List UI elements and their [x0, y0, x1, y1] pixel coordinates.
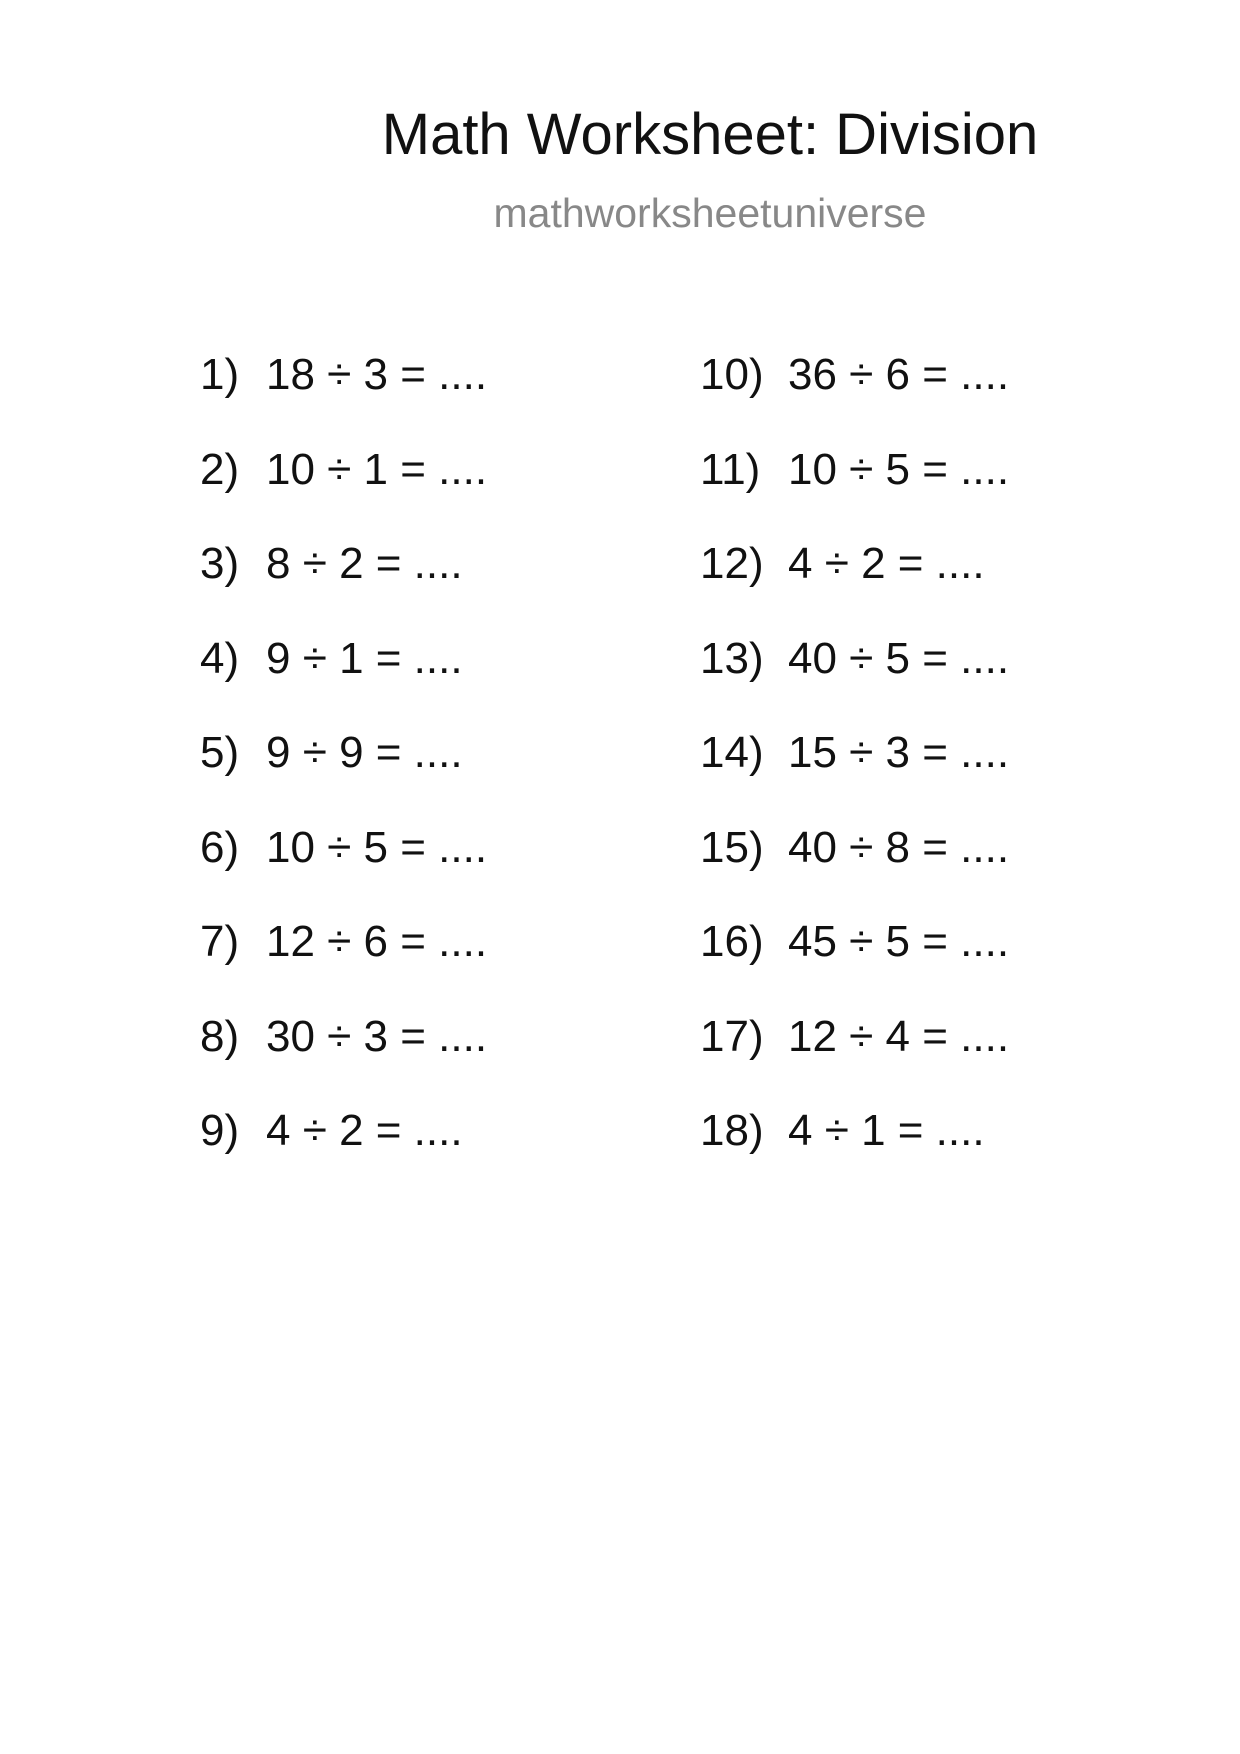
page-title: Math Worksheet: Division	[381, 102, 1039, 167]
problem-number: 7)	[200, 917, 240, 966]
problem-expression: 45 ÷ 5 = ....	[788, 917, 1010, 966]
problem-item	[700, 1101, 1009, 1196]
problem-item	[200, 534, 487, 629]
problem-expression: 10 ÷ 1 = ....	[266, 444, 488, 494]
problem-number: 18)	[700, 1106, 764, 1155]
problem-number: 17)	[700, 1011, 764, 1061]
problem-number: 13)	[700, 633, 764, 683]
problem-number: 16)	[700, 917, 764, 966]
problem-number: 15)	[700, 822, 764, 872]
problem-expression: 12 ÷ 4 = ....	[788, 1011, 1010, 1061]
problem-item	[200, 1007, 487, 1102]
problem-number: 10)	[700, 350, 764, 399]
problem-expression: 9 ÷ 9 = ....	[266, 728, 463, 777]
problem-item	[700, 629, 1009, 724]
problem-number: 1)	[200, 350, 240, 399]
problem-grid	[200, 345, 1100, 1205]
problem-expression: 4 ÷ 2 = ....	[266, 1106, 463, 1155]
problem-expression: 8 ÷ 2 = ....	[266, 539, 463, 588]
problem-expression: 40 ÷ 5 = ....	[788, 633, 1010, 683]
problem-item	[700, 912, 1009, 1007]
problem-number: 8)	[200, 1011, 240, 1061]
problem-number: 9)	[200, 1106, 240, 1155]
problem-expression: 15 ÷ 3 = ....	[788, 728, 1010, 777]
problem-expression: 4 ÷ 2 = ....	[788, 539, 985, 588]
problem-expression: 30 ÷ 3 = ....	[266, 1011, 488, 1061]
problem-number: 4)	[200, 633, 240, 683]
problem-item	[200, 629, 487, 724]
problem-item	[200, 345, 487, 440]
problem-expression: 40 ÷ 8 = ....	[788, 822, 1010, 872]
problem-number: 5)	[200, 728, 240, 777]
problem-number: 14)	[700, 728, 764, 777]
problem-expression: 12 ÷ 6 = ....	[266, 917, 488, 966]
problem-number: 3)	[200, 539, 240, 588]
problem-item	[700, 723, 1009, 818]
problem-item	[200, 440, 487, 535]
problem-number: 11)	[700, 444, 761, 494]
problem-item	[200, 912, 487, 1007]
problem-item	[700, 345, 1009, 440]
problem-expression: 9 ÷ 1 = ....	[266, 633, 463, 683]
problem-expression: 18 ÷ 3 = ....	[266, 350, 488, 399]
problem-item	[700, 534, 1009, 629]
worksheet-header	[370, 95, 1050, 241]
problem-number: 2)	[200, 444, 240, 494]
problem-item	[700, 440, 1009, 535]
problem-column-left	[200, 345, 487, 1196]
page-subtitle: mathworksheetuniverse	[493, 190, 927, 236]
problem-item	[700, 818, 1009, 913]
problem-column-right	[700, 345, 1009, 1196]
problem-number: 12)	[700, 539, 764, 588]
problem-item	[700, 1007, 1009, 1102]
problem-number: 6)	[200, 822, 240, 872]
problem-expression: 4 ÷ 1 = ....	[788, 1106, 985, 1155]
problem-expression: 10 ÷ 5 = ....	[788, 444, 1010, 494]
problem-item	[200, 818, 487, 913]
problem-expression: 36 ÷ 6 = ....	[788, 350, 1010, 399]
problem-item	[200, 723, 487, 818]
problem-item	[200, 1101, 487, 1196]
problem-expression: 10 ÷ 5 = ....	[266, 822, 488, 872]
